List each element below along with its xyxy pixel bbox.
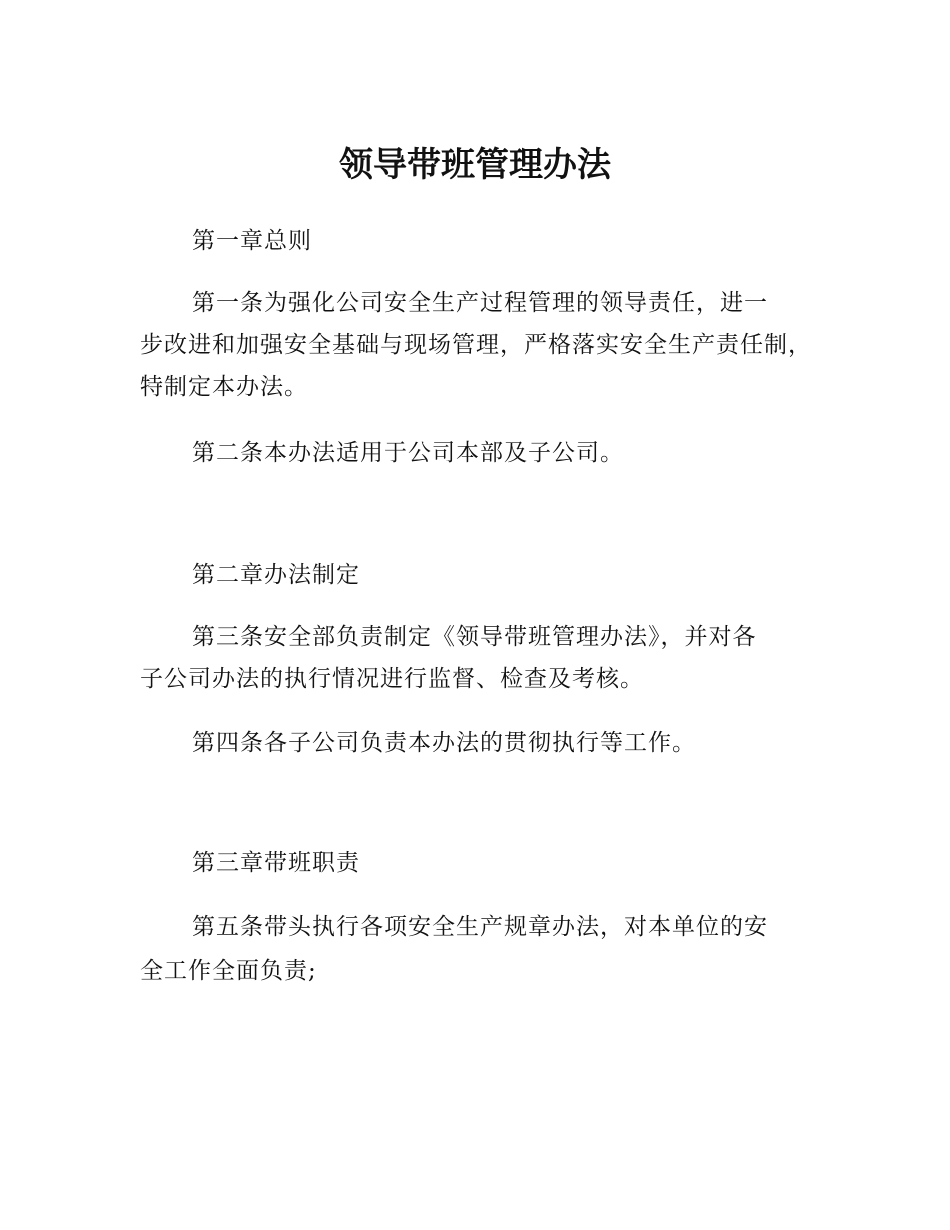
article-line: 第一条为强化公司安全生产过程管理的领导责任，进一 (192, 290, 768, 316)
article-line: 全工作全面负责; (140, 958, 317, 984)
article-line: 第五条带头执行各项安全生产规章办法，对本单位的安 (192, 914, 768, 940)
article-line: 第四条各子公司负责本办法的贯彻执行等工作。 (192, 730, 696, 756)
article-line: 子公司办法的执行情况进行监督、检查及考核。 (140, 666, 644, 692)
chapter-heading: 第三章带班职责 (192, 850, 360, 876)
article-line: 步改进和加强安全基础与现场管理，严格落实安全生产责任制， (140, 332, 812, 358)
article-line: 第二条本办法适用于公司本部及子公司。 (192, 440, 624, 466)
article-line: 特制定本办法。 (140, 374, 308, 400)
chapter-heading: 第二章办法制定 (192, 562, 360, 588)
chapter-heading: 第一章总则 (192, 228, 312, 254)
article-line: 第三条安全部负责制定《领导带班管理办法》，并对各 (192, 624, 757, 650)
document-title: 领导带班管理办法 (339, 145, 611, 185)
